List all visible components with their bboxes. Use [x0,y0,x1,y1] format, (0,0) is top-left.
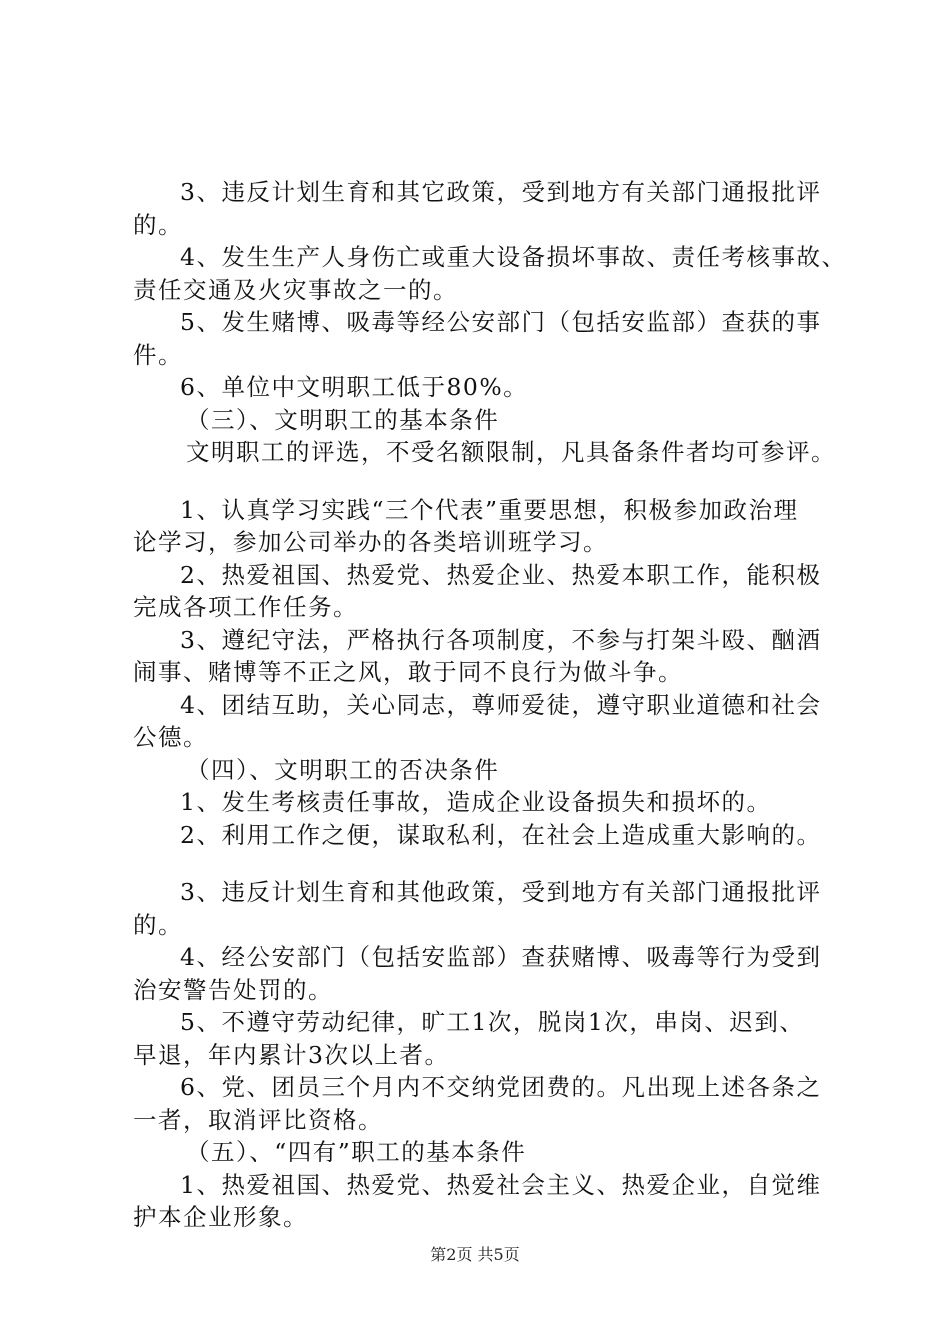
text-line: 的。 [133,210,183,239]
text-line: 1、热爱祖国、热爱党、热爱社会主义、热爱企业，自觉维 [180,1170,822,1199]
text-line: （四）、文明职工的否决条件 [186,755,500,784]
text-line: 早退，年内累计3次以上者。 [133,1040,450,1069]
text-line: 3、遵纪守法，严格执行各项制度，不参与打架斗殴、酗酒 [180,625,822,654]
text-line: 1、认真学习实践“三个代表”重要思想，积极参加政治理 [180,495,799,524]
text-line: 6、单位中文明职工低于80%。 [180,373,529,401]
text-line: 的。 [133,910,183,939]
blank-line [133,469,833,494]
text-line: 论学习，参加公司举办的各类培训班学习。 [133,528,608,556]
text-line: 1、发生考核责任事故，造成企业设备损失和损坏的。 [180,788,772,816]
text-line: 完成各项工作任务。 [133,593,358,621]
text-line: 一者，取消评比资格。 [133,1105,383,1134]
text-line: 2、热爱祖国、热爱党、热爱企业、热爱本职工作，能积极 [180,560,822,589]
text-line: 件。 [133,340,183,369]
text-line: 3、违反计划生育和其他政策，受到地方有关部门通报批评 [180,878,822,906]
text-line: 护本企业形象。 [133,1203,308,1231]
blank-line [133,851,833,876]
text-line: 4、经公安部门（包括安监部）查获赌博、吸毒等行为受到 [180,943,822,971]
text-line: 闹事、赌博等不正之风，敢于同不良行为做斗争。 [133,658,683,686]
text-line: 文明职工的评选，不受名额限制，凡具备条件者均可参评。 [186,438,836,466]
page-footer: 第2页 共5页 [430,1245,520,1264]
text-line: 3、违反计划生育和其它政策，受到地方有关部门通报批评 [180,178,822,206]
document-body [133,176,847,1234]
text-line: 2、利用工作之便，谋取私利，在社会上造成重大影响的。 [180,820,822,849]
text-line: 6、党、团员三个月内不交纳党团费的。凡出现上述各条之 [180,1073,822,1101]
text-line: （五）、“四有”职工的基本条件 [186,1138,527,1166]
text-line: 5、不遵守劳动纪律，旷工1次，脱岗1次，串岗、迟到、 [180,1008,805,1036]
text-line: 4、团结互助，关心同志，尊师爱徒，遵守职业道德和社会 [180,690,822,719]
text-line: 公德。 [133,723,208,751]
text-line: 4、发生生产人身伤亡或重大设备损坏事故、责任考核事故、 [180,243,847,271]
text-line: 5、发生赌博、吸毒等经公安部门（包括安监部）查获的事 [180,308,822,336]
text-line: 治安警告处罚的。 [133,975,333,1004]
text-line: 责任交通及火灾事故之一的。 [133,275,458,304]
text-line: （三）、文明职工的基本条件 [186,405,500,434]
